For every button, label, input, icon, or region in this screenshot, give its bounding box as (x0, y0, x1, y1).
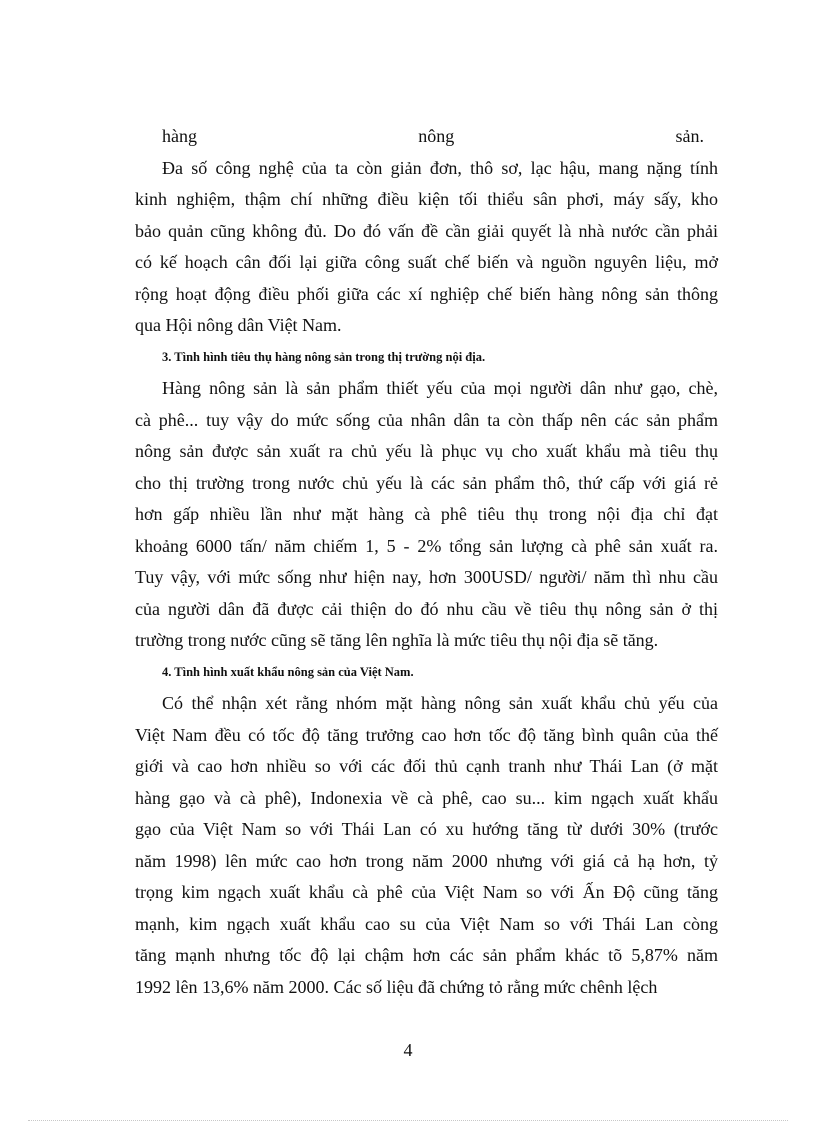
text-line: kinh nghiệm, thậm chí những điều kiện tối thiểu sân phơi, máy sấy, kho (135, 189, 718, 209)
text-line: nông sản được sản xuất ra chủ yếu là phục vụ cho xuất khẩu mà tiêu thụ (135, 441, 718, 461)
page-number: 4 (403, 1040, 413, 1060)
page-body (135, 121, 718, 1003)
text-line: có kế hoạch cân đối lại giữa công suất chế biến và nguồn nguyên liệu, mở (135, 252, 718, 272)
text-line: mạnh, kim ngạch xuất khẩu cao su của Việt Nam so với Thái Lan còng (135, 913, 718, 934)
text-line: qua Hội nông dân Việt Nam. (135, 315, 342, 335)
text-line: trọng kim ngạch xuất khẩu cà phê của Việt Nam so với Ấn Độ cũng tăng (135, 882, 718, 902)
text-line: Hàng nông sản là sản phẩm thiết yếu của mọi người dân như gạo, chè, (162, 378, 718, 398)
text-line: Việt Nam đều có tốc độ tăng trưởng cao hơn tốc độ tăng bình quân của thế (135, 724, 718, 745)
text-line: tăng mạnh nhưng tốc độ lại chậm hơn các sản phẩm khác tõ 5,87% năm (135, 945, 718, 965)
text-line: Tuy vậy, với mức sống như hiện nay, hơn 300USD/ người/ năm thì nhu cầu (135, 567, 718, 587)
text-line: gạo của Việt Nam so với Thái Lan có xu hướng tăng từ dưới 30% (trước (135, 819, 718, 839)
paragraph-technology (135, 153, 718, 342)
paragraph-export (135, 688, 718, 1003)
word: nông (418, 126, 455, 146)
text-line: cà phê... tuy vậy do mức sống của nhân dân ta còn thấp nên các sản phẩm (135, 409, 718, 430)
word: sản. (675, 126, 704, 146)
text-line: giới và cao hơn nhiều so với các đối thủ cạnh tranh như Thái Lan (ở mặt (135, 756, 718, 776)
text-line: của người dân đã được cải thiện do đó nhu cầu về tiêu thụ nông sản ở thị (135, 598, 718, 619)
text-line: 1992 lên 13,6% năm 2000. Các số liệu đã chứng tỏ rằng mức chênh lệch (135, 976, 658, 997)
text-line: cho thị trường trong nước chủ yếu là các sản phẩm thô, thứ cấp với giá rẻ (135, 472, 718, 493)
text-line: trường trong nước cũng sẽ tăng lên nghĩa là mức tiêu thụ nội địa sẽ tăng. (135, 630, 659, 650)
text-line: rộng hoạt động điều phối giữa các xí nghiệp chế biến hàng nông sản thông (135, 283, 718, 304)
text-line: hơn gấp nhiều lần như mặt hàng cà phê tiêu thụ trong nội địa chỉ đạt (135, 504, 718, 524)
paragraph-domestic-consumption (135, 373, 718, 657)
text-line: Có thể nhận xét rằng nhóm mặt hàng nông sản xuất khẩu chủ yếu của (162, 693, 718, 713)
text-line: năm 1998) lên mức cao hơn trong năm 2000 nhưng với giá cả hạ hơn, tỷ (135, 850, 718, 871)
section-heading-3: 3. Tình hình tiêu thụ hàng nông sản trong thị trường nội địa. (162, 349, 486, 364)
text-line: bảo quản cũng không đủ. Do đó vấn đề cần giải quyết là nhà nước cần phải (135, 220, 718, 241)
section-heading-4: 4. Tình hình xuất khẩu nông sản của Việt Nam. (162, 664, 414, 679)
page-bottom-rule (28, 1120, 788, 1121)
word: hàng (162, 126, 197, 146)
text-line: khoảng 6000 tấn/ năm chiếm 1, 5 - 2% tổng sản lượng cà phê sản xuất ra. (135, 535, 718, 556)
text-line: Đa số công nghệ của ta còn giản đơn, thô sơ, lạc hậu, mang nặng tính (162, 157, 718, 178)
text-line: hàng gạo và cà phê), Indonexia về cà phê, cao su... kim ngạch xuất khẩu (135, 787, 718, 808)
continued-line (135, 121, 718, 153)
